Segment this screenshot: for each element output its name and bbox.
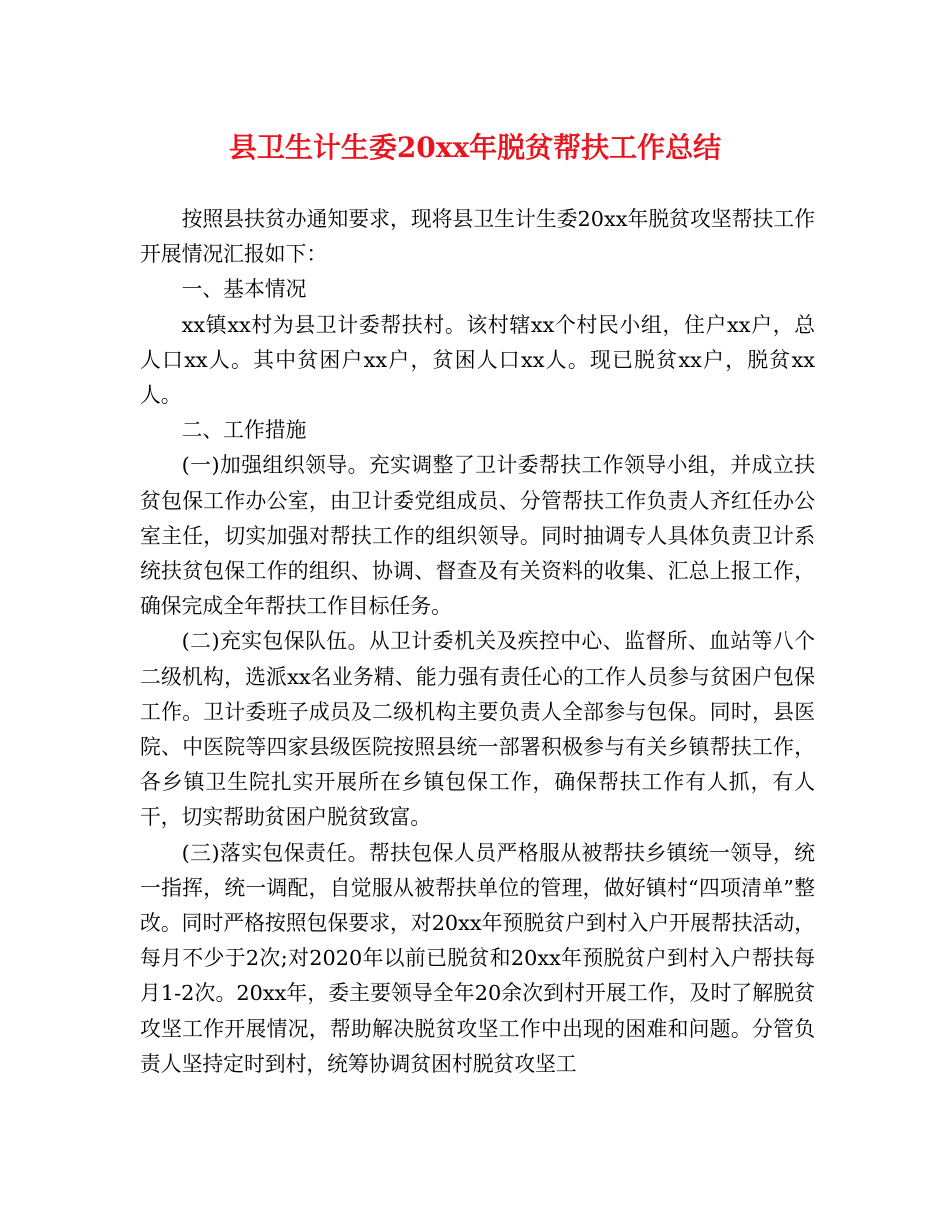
paragraph-measure-1: (一)加强组织领导。充实调整了卫计委帮扶工作领导小组，并成立扶贫包保工作办公室，由卫计委党组成员、分管帮扶工作负责人齐红任办公室主任，切实加强对帮扶工作的组织领导。同时抽调专人具体负责卫计系统扶贫包保工作的组织、协调、督查及有关资料的收集、汇总上报工作，确保完成全年帮扶工作目标任务。	[140, 453, 815, 619]
section-heading-work-measures: 二、工作措施	[181, 418, 307, 443]
document-body	[140, 202, 815, 1082]
document-title: 县卫生计生委20xx年脱贫帮扶工作总结	[228, 131, 722, 164]
paragraph-measure-3: (三)落实包保责任。帮扶包保人员严格服从被帮扶乡镇统一领导，统一指挥，统一调配，自觉服从被帮扶单位的管理，做好镇村“四项清单”整改。同时严格按照包保要求，对20xx年预脱贫户到村入户开展帮扶活动，每月不少于2次;对2020年以前已脱贫和20xx年预脱贫户到村入户帮扶每月1-2次。20xx年，委主要领导全年20余次到村开展工作，及时了解脱贫攻坚工作开展情况，帮助解决脱贫攻坚工作中出现的困难和问题。分管负责人坚持定时到村，统筹协调贫困村脱贫攻坚工	[140, 840, 815, 1076]
paragraph-intro: 按照县扶贫办通知要求，现将县卫生计生委20xx年脱贫攻坚帮扶工作开展情况汇报如下：	[140, 207, 815, 267]
paragraph-basic-situation: xx镇xx村为县卫计委帮扶村。该村辖xx个村民小组，住户xx户，总人口xx人。其中贫困户xx户，贫困人口xx人。现已脱贫xx户，脱贫xx人。	[140, 312, 815, 408]
paragraph-measure-2: (二)充实包保队伍。从卫计委机关及疾控中心、监督所、血站等八个二级机构，选派xx名业务精、能力强有责任心的工作人员参与贫困户包保工作。卫计委班子成员及二级机构主要负责人全部参与包保。同时，县医院、中医院等四家县级医院按照县统一部署积极参与有关乡镇帮扶工作，各乡镇卫生院扎实开展所在乡镇包保工作，确保帮扶工作有人抓，有人干，切实帮助贫困户脱贫致富。	[140, 629, 815, 830]
section-heading-basic-situation: 一、基本情况	[181, 277, 307, 302]
